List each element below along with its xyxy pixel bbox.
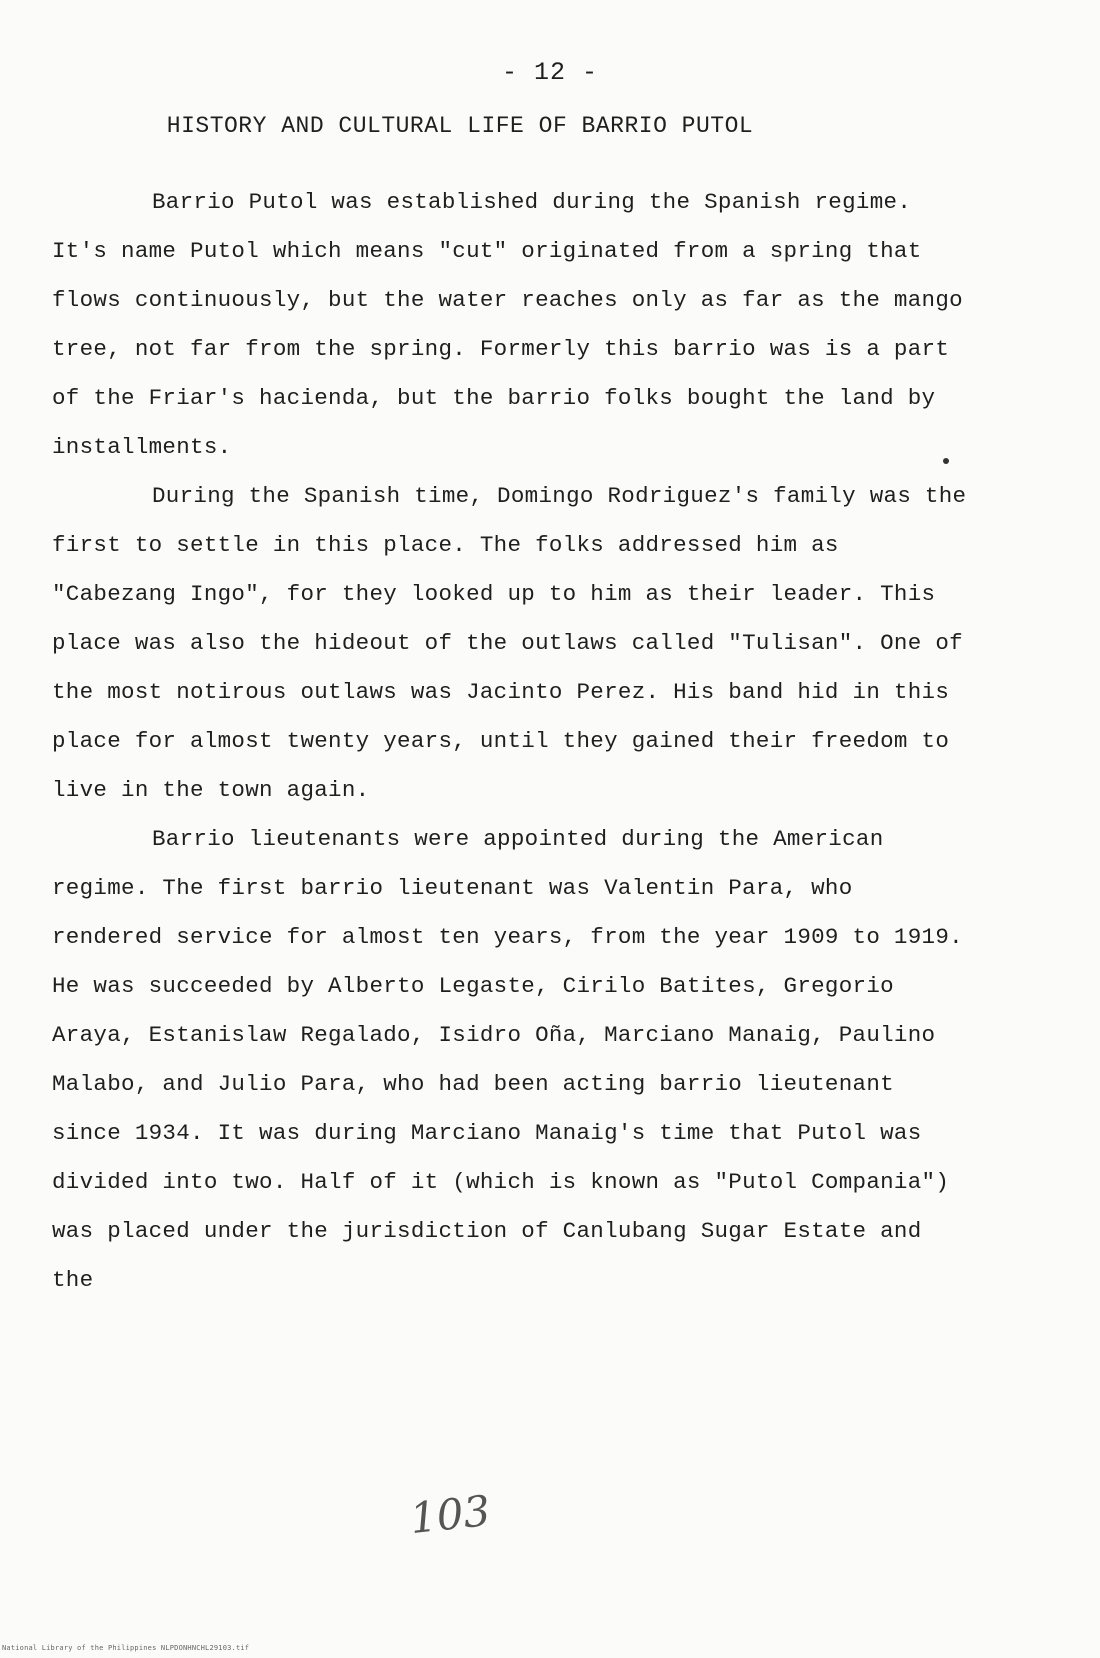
page-number: - 12 - <box>501 58 598 87</box>
scan-speck <box>943 458 949 464</box>
archive-footer: National Library of the Philippines NLPDONHNCHL29103.tif <box>2 1644 250 1652</box>
paragraph-1: Barrio Putol was established during the Spanish regime. It's name Putol which means "cut" originated from a spring that flows continuously, but the water reaches only as far as the mango tree, not far from the spring. Formerly this barrio was is a part of the Friar's hacienda, but the barrio folks bought the land by installments. <box>52 189 963 460</box>
handwritten-page-number: 103 <box>407 1485 493 1544</box>
paragraph-3: Barrio lieutenants were appointed during the American regime. The first barrio lieutenant was Valentin Para, who rendered service for almost ten years, from the year 1909 to 1919. He was succeeded by Alberto Legaste, Cirilo Batites, Gregorio Araya, Estanislaw Regalado, Isidro Oña, Marciano Manaig, Paulino Malabo, and Julio Para, who had been acting barrio lieutenant since 1934. It was during Marciano Manaig's time that Putol was divided into two. Half of it (which is known as "Putol Compania") was placed under the jurisdiction of Canlubang Sugar Estate and the <box>52 826 963 1293</box>
body-text <box>52 178 972 1305</box>
document-title: HISTORY AND CULTURAL LIFE OF BARRIO PUTOL <box>166 113 754 139</box>
paragraph-2: During the Spanish time, Domingo Rodriguez's family was the first to settle in this place. The folks addressed him as "Cabezang Ingo", for they looked up to him as their leader. This place was also the hideout of the outlaws called "Tulisan". One of the most notirous outlaws was Jacinto Perez. His band hid in this place for almost twenty years, until they gained their freedom to live in the town again. <box>52 483 967 803</box>
